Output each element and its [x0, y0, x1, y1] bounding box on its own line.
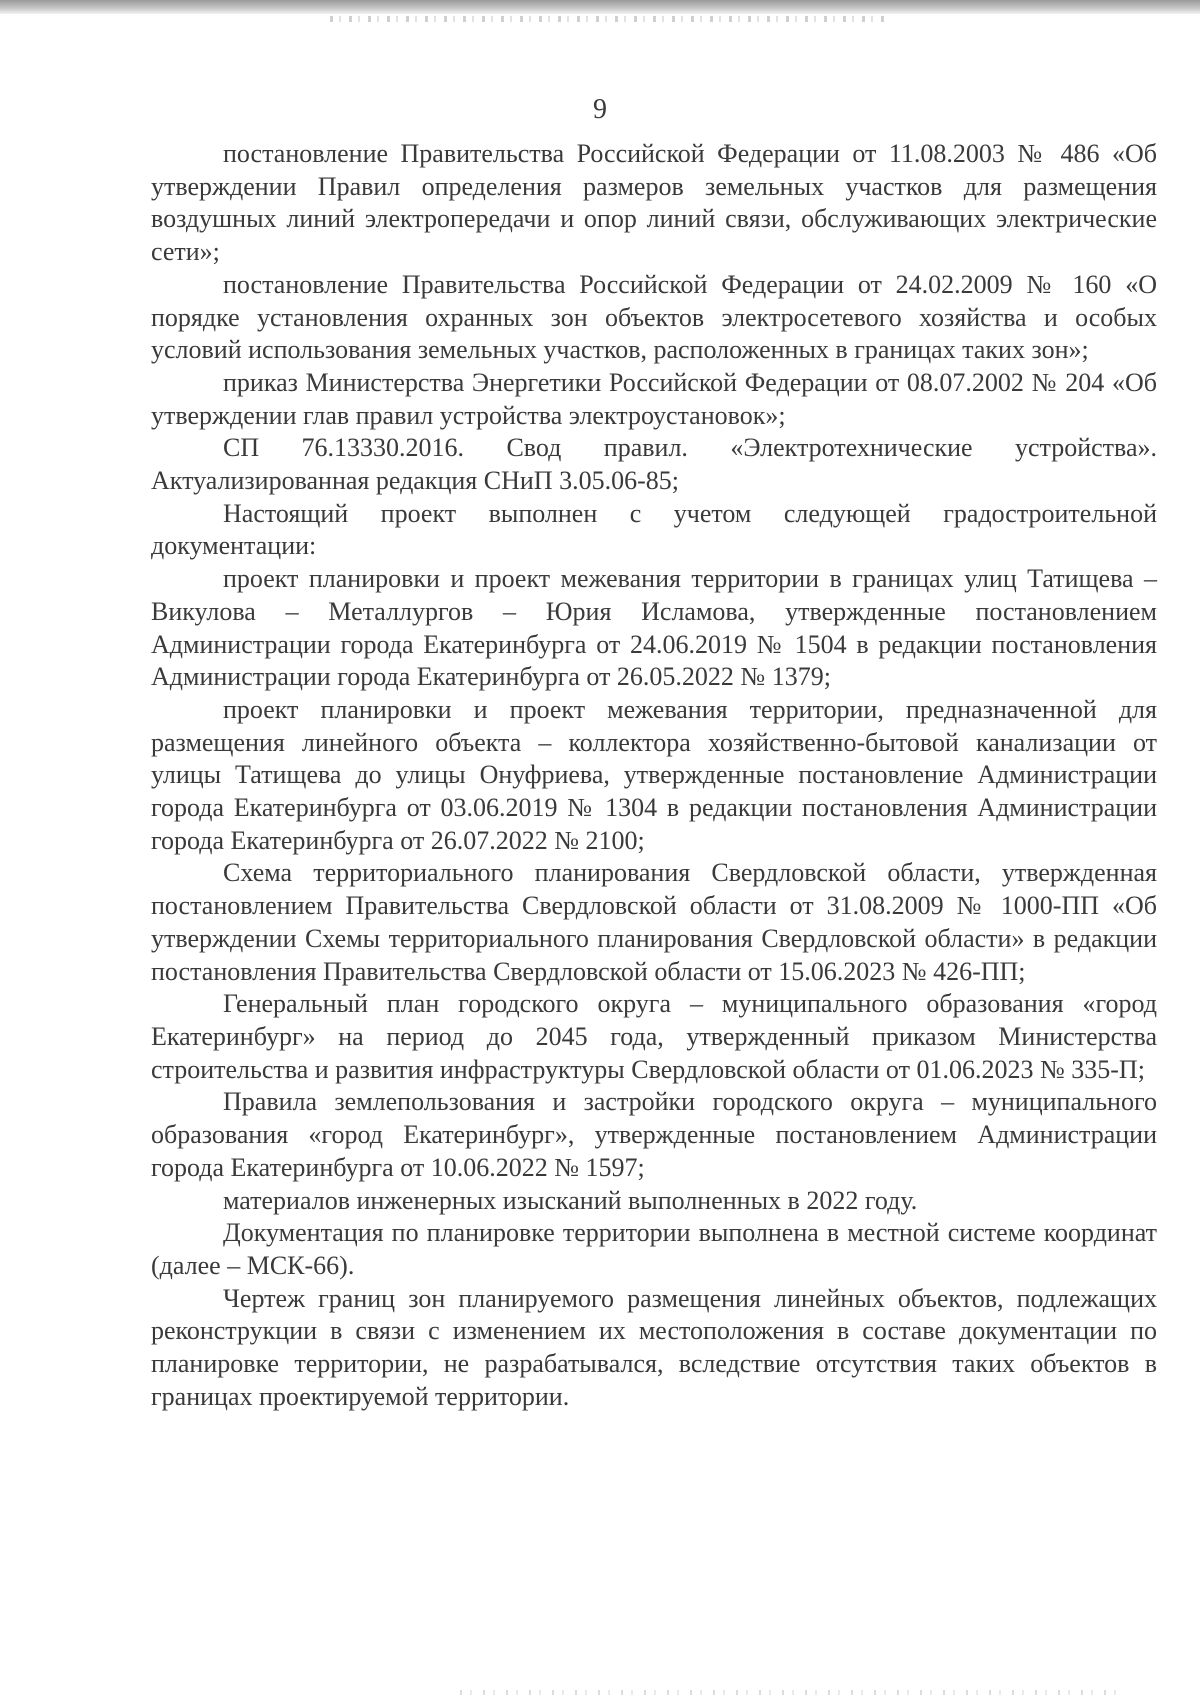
paragraph-surveys: материалов инженерных изысканий выполненных в 2022 году.: [223, 1185, 918, 1215]
paragraph-sp-76: СП 76.13330.2016. Свод правил. «Электротехнические устройства». Актуализированная редакция СНиП 3.05.06-85;: [151, 433, 1157, 496]
scan-top-edge: [0, 0, 1200, 14]
paragraph-land-use-rules: Правила землепользования и застройки городского округа – муниципального образования «город Екатеринбург», утвержденные постановлением Администрации города Екатеринбурга от 10.06.2022 № 1597;: [151, 1087, 1157, 1182]
scan-artifact-bottom: [460, 1690, 1120, 1695]
page-number: 9: [593, 94, 607, 125]
paragraph-intro: Настоящий проект выполнен с учетом следующей градостроительной документации:: [151, 498, 1157, 561]
paragraph-general-plan: Генеральный план городского округа – муниципального образования «город Екатеринбург» на период до 2045 года, утвержденный приказом Министерства строительства и развития инфраструктуры Свердловской области от 01.06.2023 № 335-П;: [151, 989, 1157, 1084]
paragraph-order-204: приказ Министерства Энергетики Российской Федерации от 08.07.2002 № 204 «Об утверждении глав правил устройства электроустановок»;: [151, 367, 1157, 430]
paragraph-territorial-scheme: Схема территориального планирования Свердловской области, утвержденная постановлением Правительства Свердловской области от 31.08.2009 № 1000-ПП «Об утверждении Схемы территориального планирования Свердловской области» в редакции постановления Правительства Свердловской области от 15.06.2023 № 426-ПП;: [151, 858, 1157, 986]
paragraph-coordinate-system: Документация по планировке территории выполнена в местной системе координат (далее – МСК-66).: [151, 1218, 1157, 1280]
paragraph-decree-160: постановление Правительства Российской Федерации от 24.02.2009 № 160 «О порядке установления охранных зон объектов электросетевого хозяйства и особых условий использования земельных участков, расположенных в границах таких зон»;: [151, 269, 1157, 365]
document-body: [151, 138, 1157, 1413]
scan-artifact-top: [330, 16, 890, 22]
paragraph-drawing-note: Чертеж границ зон планируемого размещения линейных объектов, подлежащих реконструкции в связи с изменением их местоположения в составе документации по планировке территории, не разрабатывался, вследствие отсутствия таких объектов в границах проектируемой территории.: [151, 1283, 1157, 1411]
paragraph-project-1504: проект планировки и проект межевания территории в границах улиц Татищева – Викулова – Металлургов – Юрия Исламова, утвержденные постановлением Администрации города Екатеринбурга от 24.06.2019 № 1504 в редакции постановления Администрации города Екатеринбурга от 26.05.2022 № 1379;: [151, 564, 1157, 692]
paragraph-decree-486: постановление Правительства Российской Федерации от 11.08.2003 № 486 «Об утверждении Правил определения размеров земельных участков для размещения воздушных линий электропередачи и опор линий связи, обслуживающих электрические сети»;: [151, 139, 1157, 267]
paragraph-project-1304: проект планировки и проект межевания территории, предназначенной для размещения линейного объекта – коллектора хозяйственно-бытовой канализации от улицы Татищева до улицы Онуфриева, утвержденные постановление Администрации города Екатеринбурга от 03.06.2019 № 1304 в редакции постановления Администрации города Екатеринбурга от 26.07.2022 № 2100;: [151, 694, 1157, 855]
